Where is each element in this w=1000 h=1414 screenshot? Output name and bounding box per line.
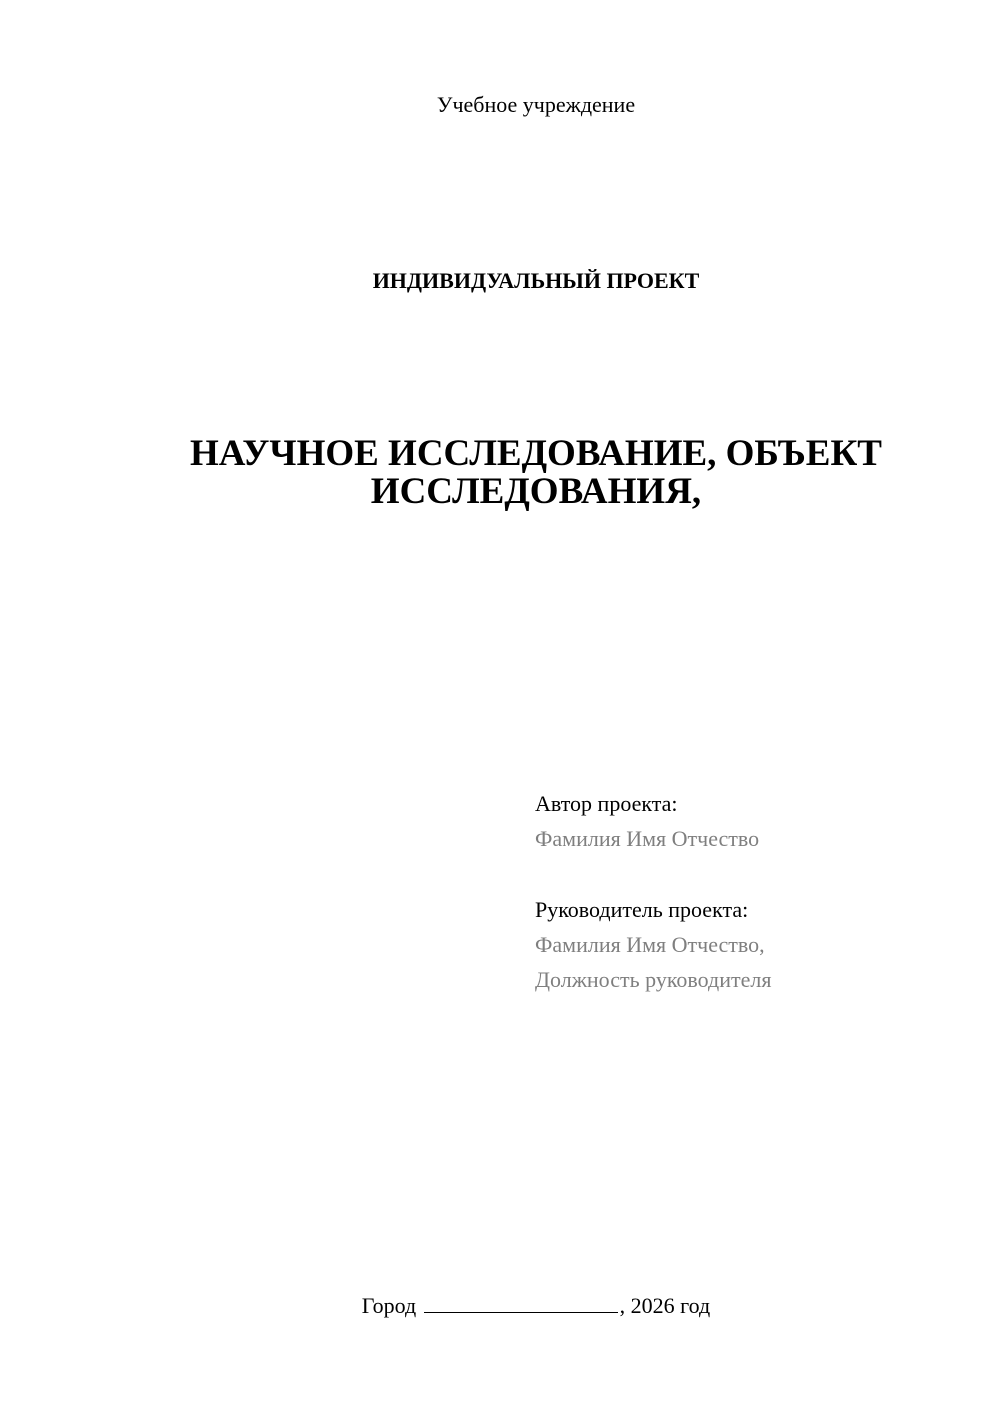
author-name: Фамилия Имя Отчество: [535, 826, 760, 851]
footer-city-year: [0, 1290, 1000, 1321]
city-blank-line: [424, 1290, 618, 1313]
project-type-heading: ИНДИВИДУАЛЬНЫЙ ПРОЕКТ: [372, 268, 700, 293]
supervisor-label: Руководитель проекта:: [535, 897, 749, 922]
institution-name: Учебное учреждение: [436, 92, 636, 117]
supervisor-position: Должность руководителя: [535, 967, 772, 992]
year-text: , 2026 год: [619, 1293, 711, 1318]
project-title-line-1: НАУЧНОЕ ИССЛЕДОВАНИЕ, ОБЪЕКТ: [190, 433, 882, 474]
supervisor-name: Фамилия Имя Отчество,: [535, 932, 765, 957]
project-title: [0, 435, 1000, 511]
info-spacer: [535, 856, 975, 892]
author-label: Автор проекта:: [535, 791, 678, 816]
project-info-block: [535, 786, 975, 997]
project-title-line-2: ИССЛЕДОВАНИЯ,: [370, 471, 702, 512]
city-label: Город: [361, 1293, 417, 1318]
